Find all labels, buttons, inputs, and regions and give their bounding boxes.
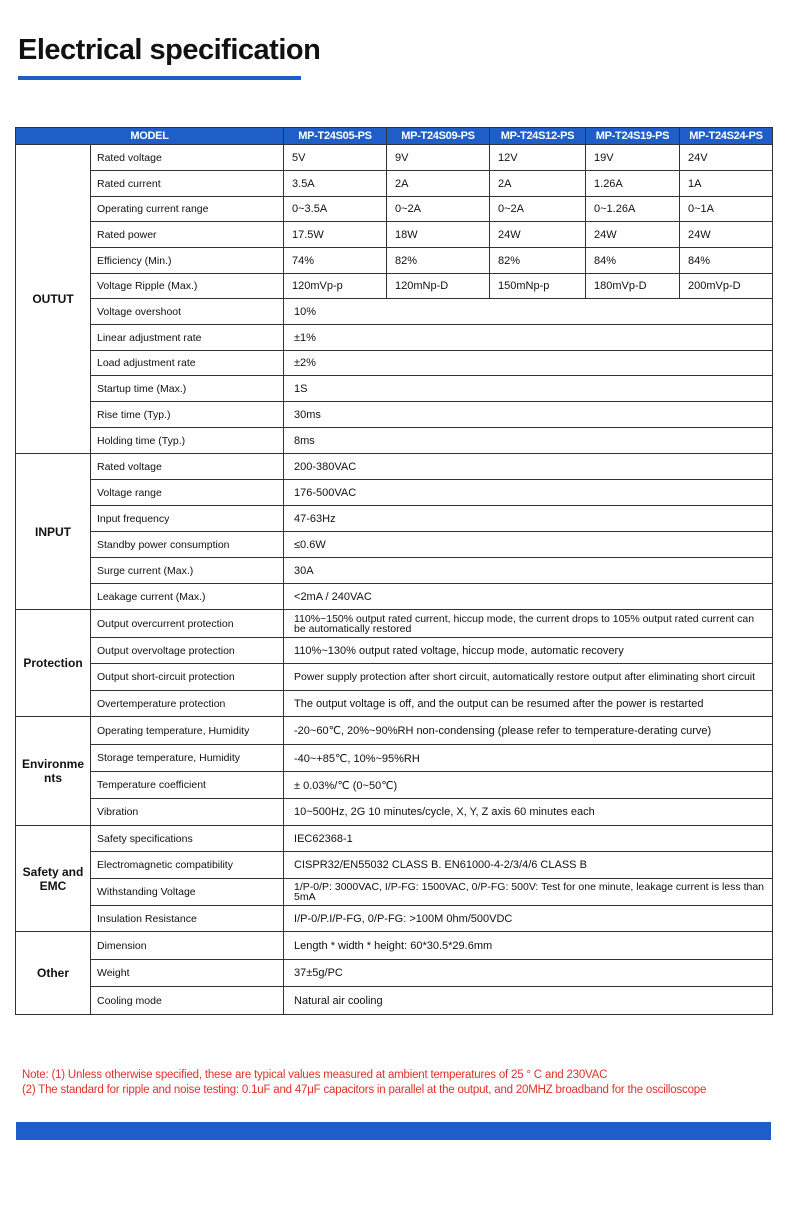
table-row bbox=[16, 584, 773, 610]
spec-value: 2A bbox=[490, 171, 586, 197]
spec-value: 200mVp-D bbox=[680, 274, 773, 299]
title-underline bbox=[18, 76, 301, 80]
table-row bbox=[16, 351, 773, 376]
table-row bbox=[16, 376, 773, 402]
model-col-2: MP-T24S09-PS bbox=[387, 128, 490, 145]
table-row bbox=[16, 532, 773, 558]
table-row bbox=[16, 171, 773, 197]
table-row bbox=[16, 799, 773, 826]
table-row bbox=[16, 480, 773, 506]
spec-item: Load adjustment rate bbox=[91, 351, 284, 376]
spec-item: Rated voltage bbox=[91, 145, 284, 171]
spec-value: CISPR32/EN55032 CLASS B. EN61000-4-2/3/4/6 CLASS B bbox=[284, 852, 773, 879]
spec-item: Voltage Ripple (Max.) bbox=[91, 274, 284, 299]
table-row bbox=[16, 852, 773, 879]
spec-item: Rated power bbox=[91, 222, 284, 248]
model-col-1: MP-T24S05-PS bbox=[284, 128, 387, 145]
group-output: OUTUT bbox=[16, 145, 91, 454]
spec-value: 150mNp-p bbox=[490, 274, 586, 299]
spec-value: 18W bbox=[387, 222, 490, 248]
table-row bbox=[16, 428, 773, 454]
table-row bbox=[16, 932, 773, 960]
spec-item: Overtemperature protection bbox=[91, 691, 284, 717]
spec-value: 84% bbox=[586, 248, 680, 274]
table-row bbox=[16, 558, 773, 584]
spec-value: ± 0.03%/℃ (0~50℃) bbox=[284, 772, 773, 799]
spec-item: Startup time (Max.) bbox=[91, 376, 284, 402]
spec-value: 24W bbox=[586, 222, 680, 248]
table-row bbox=[16, 299, 773, 325]
spec-value: 0~2A bbox=[490, 197, 586, 222]
spec-item: Rise time (Typ.) bbox=[91, 402, 284, 428]
spec-value: 0~2A bbox=[387, 197, 490, 222]
table-row bbox=[16, 145, 773, 171]
spec-value: 200-380VAC bbox=[284, 454, 773, 480]
spec-item: Rated voltage bbox=[91, 454, 284, 480]
spec-item: Weight bbox=[91, 960, 284, 987]
spec-value: 120mVp-p bbox=[284, 274, 387, 299]
spec-value: 180mVp-D bbox=[586, 274, 680, 299]
spec-value: -40~+85℃, 10%~95%RH bbox=[284, 745, 773, 772]
footnote-line-2: (2) The standard for ripple and noise testing: 0.1uF and 47μF capacitors in parallel at the output, and 20MHZ broadband for the oscilloscope bbox=[22, 1084, 707, 1096]
model-header: MODEL bbox=[16, 128, 284, 145]
group-input: INPUT bbox=[16, 454, 91, 610]
page-title: Electrical specification bbox=[18, 34, 321, 66]
table-row bbox=[16, 879, 773, 906]
spec-value: Natural air cooling bbox=[284, 987, 773, 1015]
spec-value: 30ms bbox=[284, 402, 773, 428]
spec-value: 3.5A bbox=[284, 171, 387, 197]
spec-item: Insulation Resistance bbox=[91, 906, 284, 932]
footer-bar bbox=[16, 1122, 771, 1140]
spec-value: 82% bbox=[387, 248, 490, 274]
spec-value: IEC62368-1 bbox=[284, 826, 773, 852]
spec-value: 1A bbox=[680, 171, 773, 197]
spec-value: <2mA / 240VAC bbox=[284, 584, 773, 610]
table-row bbox=[16, 691, 773, 717]
spec-value: 176-500VAC bbox=[284, 480, 773, 506]
spec-item: Safety specifications bbox=[91, 826, 284, 852]
spec-value: 8ms bbox=[284, 428, 773, 454]
spec-item: Input frequency bbox=[91, 506, 284, 532]
spec-value: 2A bbox=[387, 171, 490, 197]
spec-value: ±1% bbox=[284, 325, 773, 351]
group-safety-emc: Safety and EMC bbox=[16, 826, 91, 932]
spec-item: Standby power consumption bbox=[91, 532, 284, 558]
table-row bbox=[16, 222, 773, 248]
spec-value: Length * width * height: 60*30.5*29.6mm bbox=[284, 932, 773, 960]
group-protection: Protection bbox=[16, 610, 91, 717]
spec-item: Cooling mode bbox=[91, 987, 284, 1015]
spec-value: The output voltage is off, and the output can be resumed after the power is restarted bbox=[284, 691, 773, 717]
footnote bbox=[22, 1068, 706, 1098]
spec-item: Vibration bbox=[91, 799, 284, 826]
spec-value: 37±5g/PC bbox=[284, 960, 773, 987]
table-row bbox=[16, 772, 773, 799]
spec-value: 19V bbox=[586, 145, 680, 171]
spec-value: 120mNp-D bbox=[387, 274, 490, 299]
spec-value: -20~60℃, 20%~90%RH non-condensing (please refer to temperature-derating curve) bbox=[284, 717, 773, 745]
spec-value: 10% bbox=[284, 299, 773, 325]
spec-item: Leakage current (Max.) bbox=[91, 584, 284, 610]
spec-item: Holding time (Typ.) bbox=[91, 428, 284, 454]
table-row bbox=[16, 717, 773, 745]
table-row bbox=[16, 745, 773, 772]
spec-value: 110%~150% output rated current, hiccup mode, the current drops to 105% output rated current can be automatically restored bbox=[284, 610, 773, 638]
spec-value: ±2% bbox=[284, 351, 773, 376]
spec-value: 9V bbox=[387, 145, 490, 171]
spec-item: Electromagnetic compatibility bbox=[91, 852, 284, 879]
spec-item: Operating temperature, Humidity bbox=[91, 717, 284, 745]
table-row bbox=[16, 248, 773, 274]
spec-item: Efficiency (Min.) bbox=[91, 248, 284, 274]
spec-value: 24V bbox=[680, 145, 773, 171]
group-other: Other bbox=[16, 932, 91, 1015]
spec-item: Storage temperature, Humidity bbox=[91, 745, 284, 772]
table-row bbox=[16, 274, 773, 299]
spec-value: 1/P-0/P: 3000VAC, I/P-FG: 1500VAC, 0/P-FG: 500V: Test for one minute, leakage current is less than 5mA bbox=[284, 879, 773, 906]
spec-value: 1.26A bbox=[586, 171, 680, 197]
footnote-line-1: Note: (1) Unless otherwise specified, these are typical values measured at ambient temperatures of 25 ° C and 230VAC bbox=[22, 1069, 608, 1081]
spec-value: 30A bbox=[284, 558, 773, 584]
spec-item: Output overvoltage protection bbox=[91, 638, 284, 664]
table-header-row bbox=[16, 128, 773, 145]
spec-value: 1S bbox=[284, 376, 773, 402]
spec-value: 0~1.26A bbox=[586, 197, 680, 222]
table-row bbox=[16, 197, 773, 222]
spec-table bbox=[15, 127, 773, 1015]
spec-item: Withstanding Voltage bbox=[91, 879, 284, 906]
table-row bbox=[16, 454, 773, 480]
spec-item: Linear adjustment rate bbox=[91, 325, 284, 351]
spec-item: Dimension bbox=[91, 932, 284, 960]
spec-value: 12V bbox=[490, 145, 586, 171]
spec-value: 74% bbox=[284, 248, 387, 274]
model-col-3: MP-T24S12-PS bbox=[490, 128, 586, 145]
table-row bbox=[16, 402, 773, 428]
spec-value: 82% bbox=[490, 248, 586, 274]
spec-item: Operating current range bbox=[91, 197, 284, 222]
spec-value: 24W bbox=[490, 222, 586, 248]
spec-value: 5V bbox=[284, 145, 387, 171]
table-row bbox=[16, 506, 773, 532]
table-row bbox=[16, 960, 773, 987]
table-row bbox=[16, 664, 773, 691]
group-environments: Environme nts bbox=[16, 717, 91, 826]
spec-value: Power supply protection after short circuit, automatically restore output after eliminating short circuit bbox=[284, 664, 773, 691]
table-row bbox=[16, 826, 773, 852]
spec-item: Output short-circuit protection bbox=[91, 664, 284, 691]
spec-item: Voltage overshoot bbox=[91, 299, 284, 325]
spec-value: 10~500Hz, 2G 10 minutes/cycle, X, Y, Z axis 60 minutes each bbox=[284, 799, 773, 826]
spec-value: 110%~130% output rated voltage, hiccup mode, automatic recovery bbox=[284, 638, 773, 664]
spec-value: 17.5W bbox=[284, 222, 387, 248]
spec-item: Output overcurrent protection bbox=[91, 610, 284, 638]
model-col-4: MP-T24S19-PS bbox=[586, 128, 680, 145]
table-row bbox=[16, 610, 773, 638]
table-row bbox=[16, 325, 773, 351]
spec-item: Surge current (Max.) bbox=[91, 558, 284, 584]
model-col-5: MP-T24S24-PS bbox=[680, 128, 773, 145]
spec-value: I/P-0/P.I/P-FG, 0/P-FG: >100M 0hm/500VDC bbox=[284, 906, 773, 932]
spec-value: 47-63Hz bbox=[284, 506, 773, 532]
spec-item: Temperature coefficient bbox=[91, 772, 284, 799]
spec-value: 0~3.5A bbox=[284, 197, 387, 222]
spec-item: Voltage range bbox=[91, 480, 284, 506]
spec-value: 84% bbox=[680, 248, 773, 274]
spec-value: 24W bbox=[680, 222, 773, 248]
spec-value: 0~1A bbox=[680, 197, 773, 222]
table-row bbox=[16, 638, 773, 664]
table-row bbox=[16, 987, 773, 1015]
spec-item: Rated current bbox=[91, 171, 284, 197]
spec-value: ≤0.6W bbox=[284, 532, 773, 558]
table-row bbox=[16, 906, 773, 932]
